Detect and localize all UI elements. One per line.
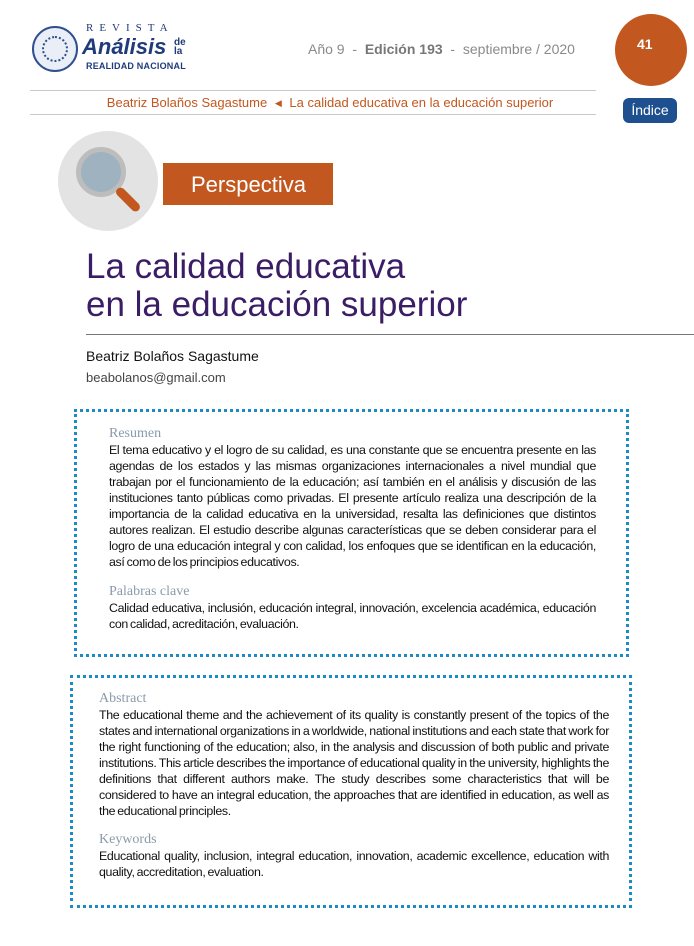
issue-date: septiembre / 2020	[462, 41, 575, 57]
issue-info	[308, 41, 575, 57]
university-seal-icon	[32, 26, 78, 72]
article-title-line-2: en la educación superior	[86, 285, 468, 324]
section-label: Perspectiva	[191, 172, 306, 197]
author-email: beabolanos@gmail.com	[86, 370, 226, 385]
magnifier-handle	[114, 186, 142, 214]
triangle-left-icon: ◀	[274, 98, 282, 109]
article-author: Beatriz Bolaños Sagastume	[86, 348, 259, 364]
keywords-heading: Keywords	[99, 832, 157, 847]
logo-subtitle-text: REALIDAD NACIONAL	[86, 61, 186, 71]
abstract-text: The educational theme and the achievement of its quality is constantly present of the topics of the states and international organizations in a worldwide, national institutions and each state that work for the right functioning of the education; also, in the analysis and discussion of both public and private institutions. This article describes the importance of educational quality in the university, highlights the definitions that different authors make. The study describes some characteristics that will be considered to have an integral education, the approaches that are identified in education, as well as the educational principles.	[99, 708, 609, 818]
article-title	[86, 248, 467, 324]
issue-edition: Edición 193	[364, 41, 443, 57]
magnifier-icon	[58, 131, 158, 231]
journal-logo	[32, 22, 192, 78]
issue-sep-1: -	[352, 41, 358, 57]
running-title: La calidad educativa en la educación superior	[289, 95, 554, 110]
abstract-box	[70, 675, 632, 908]
keywords-text: Educational quality, inclusion, integral education, innovation, academic excellence, education with quality, accreditation, evaluation.	[99, 849, 609, 879]
article-title-line-1: La calidad educativa	[86, 247, 406, 286]
logo-revista-text: REVISTA	[86, 22, 174, 34]
abstract-heading: Abstract	[99, 691, 147, 706]
logo-analisis-text: Análisis	[82, 34, 167, 59]
title-divider	[86, 334, 694, 335]
logo-de-la-text: de la	[174, 37, 186, 57]
palabras-clave-text: Calidad educativa, inclusión, educación integral, innovación, excelencia académica, educación con calidad, acreditación, evaluación.	[109, 601, 596, 631]
running-header	[0, 95, 660, 110]
resumen-text: El tema educativo y el logro de su calidad, es una constante que se encuentra presente en las agendas de los estados y las mismas organizaciones internacionales a nivel mundial que trabajan por el funcionamiento de la educación; así también en el análisis y discusión de las instituciones tanto públicas como privadas. El presente artículo realiza una descripción de la importancia de la calidad educativa en la universidad, resalta las definiciones que distintos autores realizan. El estudio describe algunas características que se deben considerar para el logro de una educación integral y con calidad, los enfoques que se identifican en la educación, así como de los principios educativos.	[109, 443, 596, 569]
palabras-clave-heading: Palabras clave	[109, 584, 190, 599]
page-number: 41	[637, 36, 653, 52]
running-author: Beatriz Bolaños Sagastume	[106, 95, 268, 110]
header-divider-bottom	[30, 114, 596, 115]
page-number-badge	[615, 14, 687, 86]
index-button[interactable]: Índice	[623, 98, 677, 123]
resumen-heading: Resumen	[109, 426, 162, 441]
resumen-box	[74, 409, 629, 657]
issue-year: Año 9	[308, 41, 345, 57]
header-divider-top	[30, 90, 596, 91]
issue-sep-2: -	[450, 41, 456, 57]
